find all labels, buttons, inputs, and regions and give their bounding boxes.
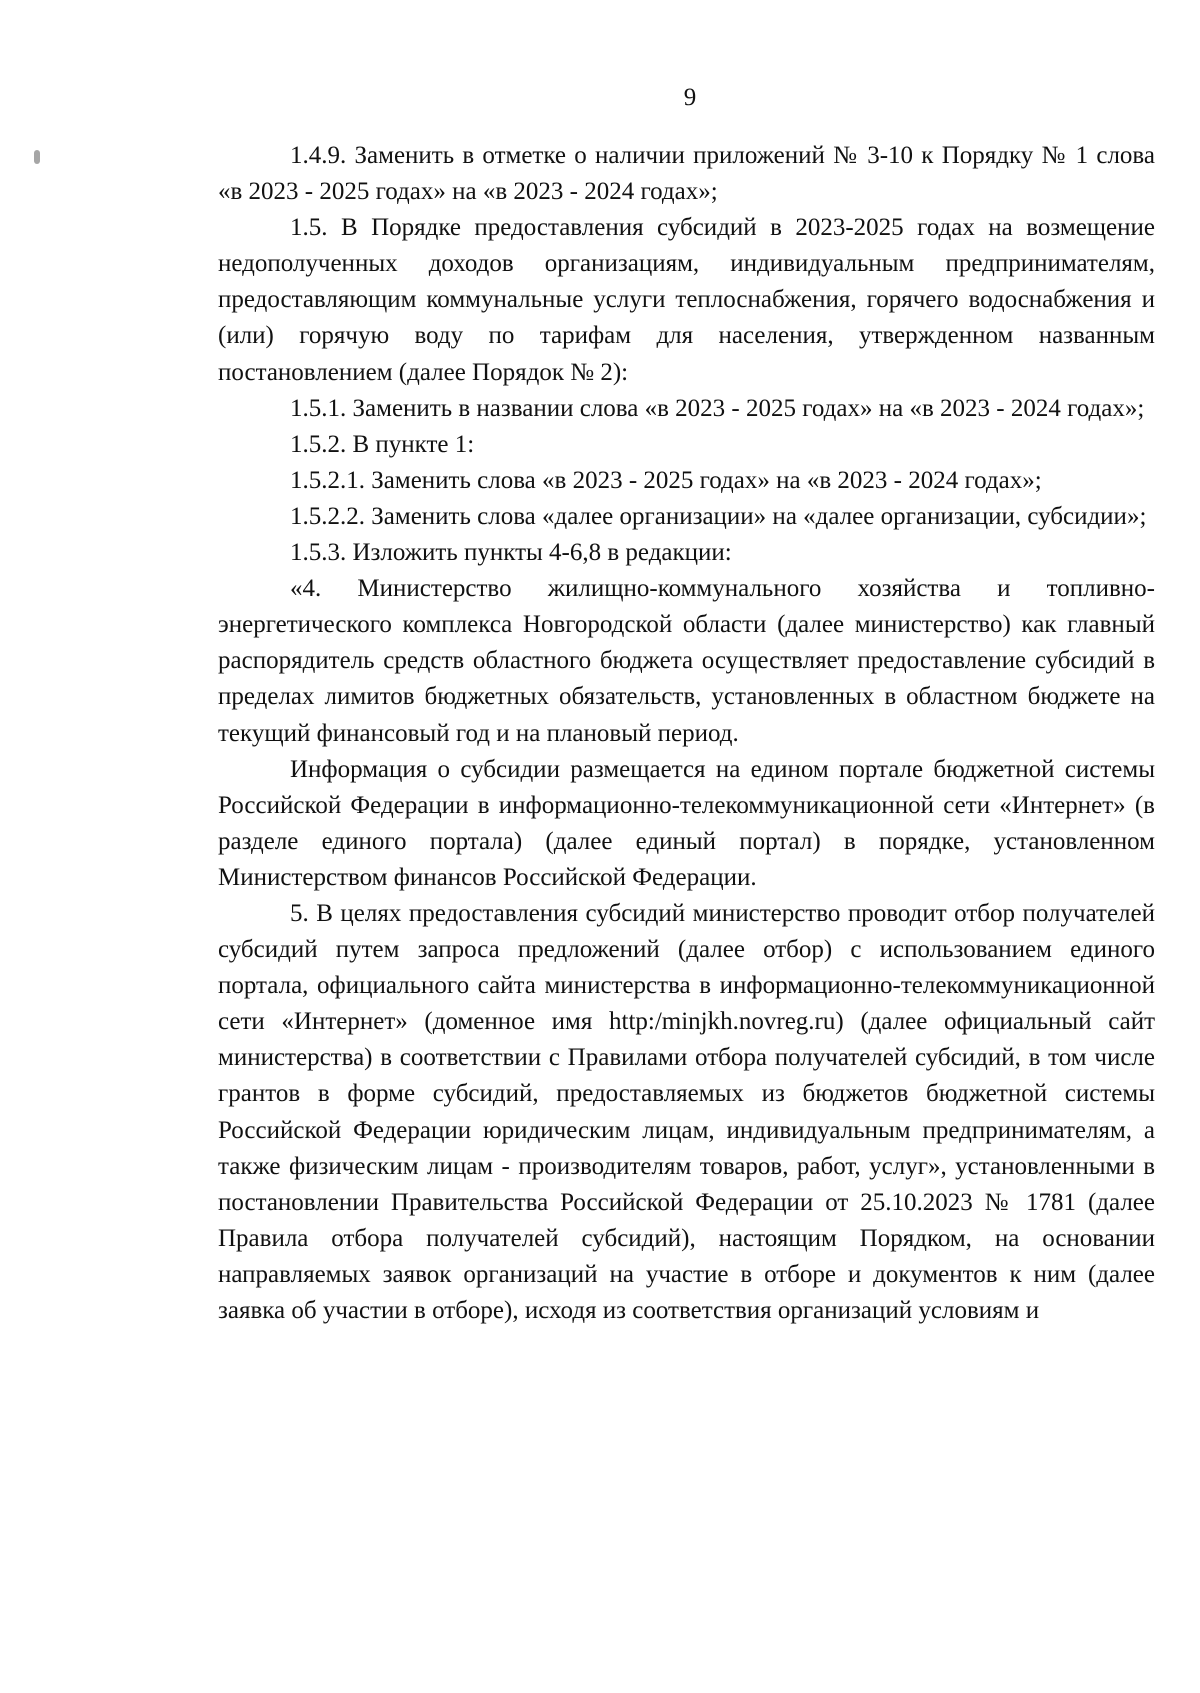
paragraph-1-4-9: 1.4.9. Заменить в отметке о наличии приложений № 3-10 к Порядку № 1 слова «в 2023 - 2025 годах» на «в 2023 - 2024 годах»; xyxy=(218,142,1155,206)
paragraph-1-5-1: 1.5.1. Заменить в названии слова «в 2023 - 2025 годах» на «в 2023 - 2024 годах»; xyxy=(290,394,1145,422)
document-body xyxy=(218,138,1155,1329)
paragraph-1-5-2-2: 1.5.2.2. Заменить слова «далее организации» на «далее организации, субсидии»; xyxy=(290,502,1147,530)
paragraph-item-5: 5. В целях предоставления субсидий министерство проводит отбор получателей субсидий путем запроса предложений (далее отбор) с использованием единого портала, официального сайта министерства в информационно-телекоммуникационной сети «Интернет» (доменное имя http:/minjkh.novreg.ru) (далее официальный сайт министерства) в соответствии с Правилами отбора получателей субсидий, в том числе грантов в форме субсидий, предоставляемых из бюджетов бюджетной системы Российской Федерации юридическим лицам, индивидуальным предпринимателям, а также физическим лицам - производителям товаров, работ, услуг», установленными в постановлении Правительства Российской Федерации от 25.10.2023 № 1781 (далее Правила отбора получателей субсидий), настоящим Порядком, на основании направляемых заявок организаций на участие в отборе и документов к ним (далее заявка об участии в отборе), исходя из соответствия организаций условиям и xyxy=(218,899,1155,1324)
paragraph-1-5-2-1: 1.5.2.1. Заменить слова «в 2023 - 2025 годах» на «в 2023 - 2024 годах»; xyxy=(290,466,1042,494)
paragraph-1-5-3: 1.5.3. Изложить пункты 4-6,8 в редакции: xyxy=(290,539,732,567)
paragraph-subsidy-info: Информация о субсидии размещается на едином портале бюджетной системы Российской Федерации в информационно-телекоммуникационной сети «Интернет» (в разделе единого портала) (далее единый портал) в порядке, установленном Министерством финансов Российской Федерации. xyxy=(218,755,1155,891)
paragraph-1-5: 1.5. В Порядке предоставления субсидий в 2023-2025 годах на возмещение недополученных доходов организациям, индивидуальным предпринимателям, предоставляющим коммунальные услуги теплоснабжения, горячего водоснабжения и (или) горячую воду по тарифам для населения, утвержденном названным постановлением (далее Порядок № 2): xyxy=(218,214,1155,386)
scan-speck xyxy=(34,150,40,164)
page-number: 9 xyxy=(683,84,697,111)
paragraph-1-5-2: 1.5.2. В пункте 1: xyxy=(290,430,475,458)
paragraph-item-4: «4. Министерство жилищно-коммунального хозяйства и топливно-энергетического комплекса Новгородской области (далее министерство) как главный распорядитель средств областного бюджета осуществляет предоставление субсидий в пределах лимитов бюджетных обязательств, установленных в областном бюджете на текущий финансовый год и на плановый период. xyxy=(218,575,1155,747)
